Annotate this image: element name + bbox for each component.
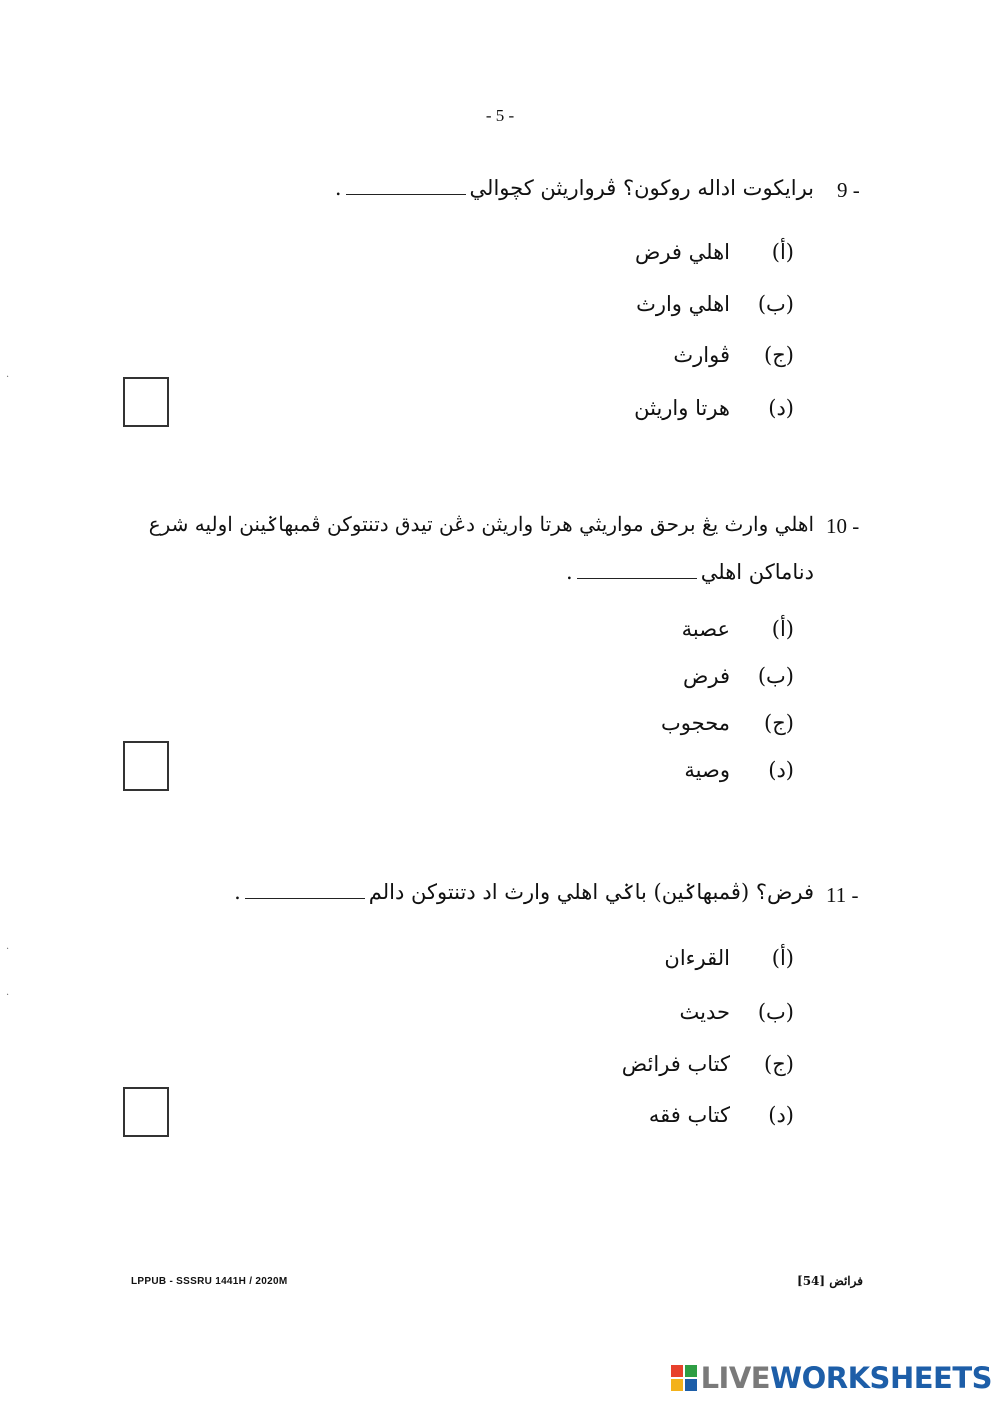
option-text: هرتا واريثن: [634, 396, 730, 420]
option-a: [635, 240, 794, 264]
answer-blank: [577, 572, 697, 579]
question-prompt: دناماكن اهلي: [700, 560, 814, 584]
question-end: .: [234, 880, 241, 904]
option-letter: (أ): [771, 617, 794, 641]
option-b: [683, 664, 794, 688]
option-letter: (ج): [764, 343, 794, 367]
logo-square: [685, 1379, 697, 1391]
option-c: [622, 1052, 794, 1076]
option-d: [649, 1103, 794, 1127]
option-d: [684, 758, 794, 782]
scan-speck: ·: [6, 372, 10, 383]
option-d: [634, 396, 794, 420]
question-prompt: برايكوت اداله روكون؟ ڤرواريثن كچوالي: [469, 176, 814, 200]
answer-blank: [245, 892, 365, 899]
question-text-line-2: [566, 560, 814, 584]
option-text: كتاب فقه: [648, 1103, 730, 1127]
answer-blank: [346, 188, 466, 195]
footer-subject: فرائض [54]: [797, 1274, 863, 1288]
option-c: [673, 343, 794, 367]
question-text-line-1: اهلي وارث يڠ برحق مواريثي هرتا واريثن دڠن تيدق دتنتوكن ڤمبهاݢينن اوليه شرع: [148, 512, 814, 536]
brand-worksheets: WORKSHEETS: [770, 1361, 992, 1395]
liveworksheets-icon: [671, 1365, 697, 1391]
option-letter: (د): [768, 758, 794, 782]
option-text: وصية: [684, 758, 730, 782]
question-number: 10 -: [826, 514, 860, 538]
option-text: فرض: [682, 664, 730, 688]
question-text: [335, 176, 814, 200]
option-letter: (د): [768, 1103, 794, 1127]
option-text: اهلي وارث: [636, 292, 730, 316]
option-letter: (أ): [771, 946, 794, 970]
question-end: .: [334, 176, 342, 200]
page-number: - 5 -: [485, 106, 515, 125]
scan-speck: ·: [6, 990, 10, 1001]
logo-square: [671, 1365, 683, 1377]
option-a: [664, 946, 794, 970]
option-c: [661, 711, 794, 735]
option-letter: (ج): [764, 1052, 794, 1076]
option-text: حديث: [679, 1000, 730, 1024]
question-prompt: فرض؟ (ڤمبهاݢين) باݢي اهلي وارث اد دتنتوكن دالم: [368, 880, 814, 904]
option-text: القرءان: [664, 946, 730, 970]
option-b: [680, 1000, 794, 1024]
question-number: 9 -: [837, 178, 860, 202]
option-text: ڤوارث: [673, 343, 730, 367]
brand-live: LIVE: [700, 1361, 771, 1395]
answer-box[interactable]: [123, 741, 169, 791]
option-text: كتاب فرائض: [621, 1052, 730, 1076]
liveworksheets-logo: [671, 1361, 992, 1395]
option-text: اهلي فرض: [634, 240, 730, 264]
footer-code: LPPUB - SSSRU 1441H / 2020M: [131, 1276, 288, 1287]
scan-speck: ·: [6, 944, 10, 955]
question-number: 11 -: [826, 883, 859, 907]
option-a: [682, 617, 794, 641]
option-letter: (أ): [771, 240, 794, 264]
option-letter: (ب): [757, 664, 794, 688]
logo-square: [685, 1365, 697, 1377]
answer-box[interactable]: [123, 1087, 169, 1137]
option-letter: (د): [768, 396, 794, 420]
option-text: محجوب: [661, 711, 730, 735]
option-letter: (ب): [757, 292, 794, 316]
answer-box[interactable]: [123, 377, 169, 427]
question-end: .: [566, 560, 573, 584]
option-letter: (ب): [757, 1000, 794, 1024]
option-b: [636, 292, 794, 316]
logo-square: [671, 1379, 683, 1391]
question-text: [234, 880, 814, 904]
option-text: عصبة: [681, 617, 730, 641]
option-letter: (ج): [764, 711, 794, 735]
